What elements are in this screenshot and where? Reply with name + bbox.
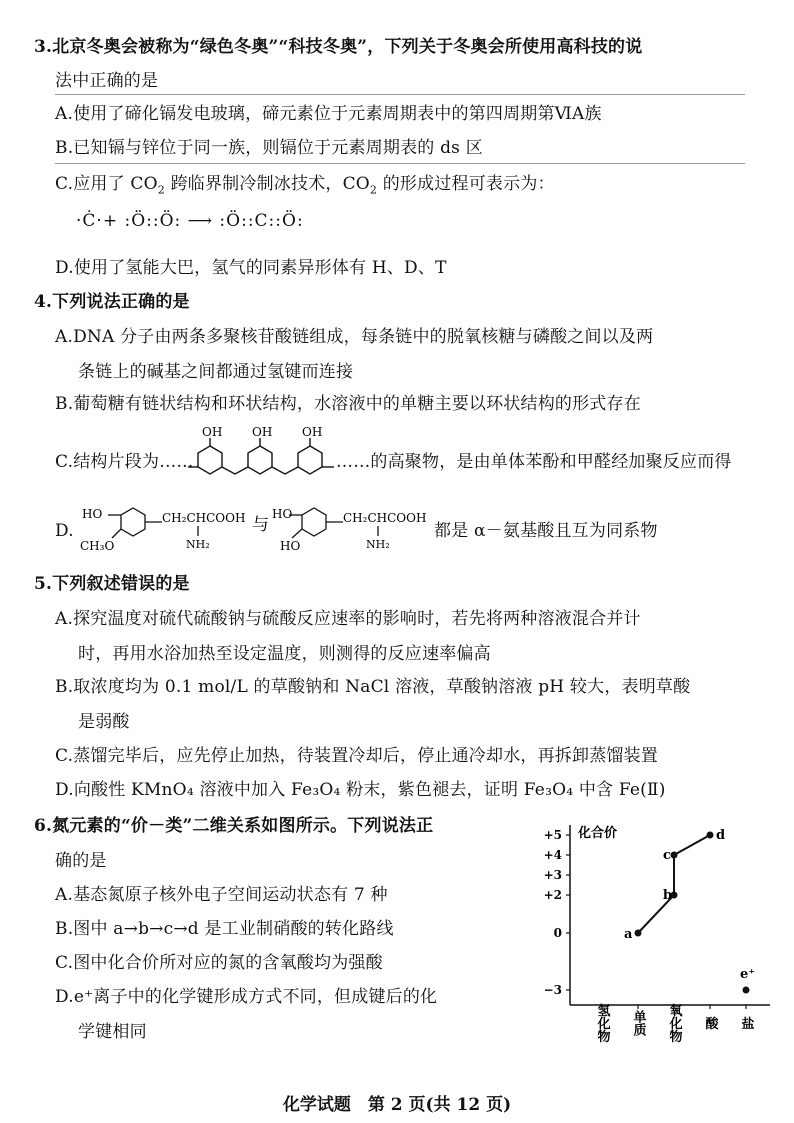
x-tick-label: 氧化物 bbox=[666, 1003, 682, 1043]
y-tick-label: +3 bbox=[543, 868, 562, 882]
data-point bbox=[743, 987, 750, 994]
oh-label: OH bbox=[302, 425, 323, 439]
q3-option-b: B.已知镉与锌位于同一族，则镉位于元素周期表的 ds 区 bbox=[55, 138, 483, 158]
scan-rule bbox=[55, 94, 745, 95]
x-tick-label: 酸 bbox=[702, 1016, 718, 1030]
q6-stem-line2: 确的是 bbox=[55, 851, 107, 871]
q6-option-b: B.图中 a→b→c→d 是工业制硝酸的转化路线 bbox=[55, 919, 394, 939]
q4-option-d-label: D. bbox=[55, 521, 74, 541]
ch3o-label: CH₃O bbox=[80, 539, 115, 553]
data-point-label: c bbox=[663, 848, 671, 863]
data-point-label: d bbox=[716, 828, 726, 843]
q3-option-a: A.使用了碲化镉发电玻璃，碲元素位于元素周期表中的第四周期第ⅥA族 bbox=[55, 104, 602, 124]
amino-acid-structures bbox=[78, 500, 428, 560]
nh2-label: NH₂ bbox=[186, 538, 210, 551]
side-chain-label: CH₂CHCOOH bbox=[343, 511, 427, 525]
q6-option-c: C.图中化合价所对应的氮的含氧酸均为强酸 bbox=[55, 953, 383, 973]
q4-option-c-pre: C.结构片段为…… bbox=[55, 452, 194, 472]
series-line bbox=[638, 835, 710, 933]
x-tick-label: 氢化物 bbox=[594, 1003, 610, 1043]
q3-electron-dot-equation: ·Ċ·+ :Ö::Ö: ⟶ :Ö::C::Ö: bbox=[76, 211, 304, 231]
data-point bbox=[671, 852, 678, 859]
q5-option-b-line1: B.取浓度均为 0.1 mol/L 的草酸钠和 NaCl 溶液，草酸钠溶液 pH 较大，表明草酸 bbox=[55, 677, 691, 697]
q4-option-d-and: 与 bbox=[252, 515, 269, 535]
q6-stem-line1: 6.氮元素的“价－类”二维关系如图所示。下列说法正 bbox=[34, 816, 434, 836]
q5-option-b-line2: 是弱酸 bbox=[78, 712, 130, 732]
q4-option-c-post: ……的高聚物，是由单体苯酚和甲醛经加聚反应而得 bbox=[336, 452, 732, 472]
ho-label: HO bbox=[280, 539, 301, 553]
nitrogen-valence-class-chart bbox=[520, 815, 780, 1065]
page-footer: 化学试题 第 2 页(共 12 页) bbox=[282, 1095, 512, 1115]
q6-option-d-line2: 学键相同 bbox=[78, 1022, 147, 1042]
q6-option-a: A.基态氮原子核外电子空间运动状态有 7 种 bbox=[55, 885, 388, 905]
x-tick-label: 单质 bbox=[630, 1010, 646, 1036]
oh-label: OH bbox=[252, 425, 273, 439]
y-tick-label: +5 bbox=[543, 828, 562, 842]
side-chain-label: CH₂CHCOOH bbox=[162, 511, 246, 525]
q4-option-b: B.葡萄糖有链状结构和环状结构，水溶液中的单糖主要以环状结构的形式存在 bbox=[55, 394, 641, 414]
y-axis-label: 化合价 bbox=[578, 826, 618, 841]
ho-label: HO bbox=[272, 507, 293, 521]
x-tick-label: 盐 bbox=[738, 1016, 754, 1030]
q6-option-d-line1: D.e⁺离子中的化学键形成方式不同，但成键后的化 bbox=[55, 987, 438, 1007]
q4-stem: 4.下列说法正确的是 bbox=[34, 292, 190, 312]
q4-option-d-post: 都是 α－氨基酸且互为同系物 bbox=[434, 521, 658, 541]
q5-option-d: D.向酸性 KMnO₄ 溶液中加入 Fe₃O₄ 粉末，紫色褪去，证明 Fe₃O₄ 中含 Fe(Ⅱ) bbox=[55, 780, 666, 800]
nh2-label: NH₂ bbox=[366, 538, 390, 551]
scan-rule bbox=[55, 163, 745, 164]
data-point-label: b bbox=[663, 888, 673, 903]
y-tick-label: −3 bbox=[543, 983, 562, 997]
phenol-resin-structure bbox=[188, 424, 338, 486]
q4-option-a-line1: A.DNA 分子由两条多聚核苷酸链组成，每条链中的脱氧核糖与磷酸之间以及两 bbox=[55, 327, 654, 347]
y-tick-label: +4 bbox=[543, 848, 562, 862]
q3-option-c: C.应用了 $CO_2$ 跨临界制冷制冰技术，$CO_2$ 的形成过程可表示为： bbox=[55, 174, 555, 197]
q5-stem: 5.下列叙述错误的是 bbox=[34, 574, 190, 594]
q3-stem-line1: 3.北京冬奥会被称为“绿色冬奥”“科技冬奥”，下列关于冬奥会所使用高科技的说 bbox=[34, 37, 643, 57]
q3-stem-line2: 法中正确的是 bbox=[55, 71, 159, 91]
q3-option-d: D.使用了氢能大巴，氢气的同素异形体有 H、D、T bbox=[55, 258, 447, 278]
q5-option-a-line1: A.探究温度对硫代硫酸钠与硫酸反应速率的影响时，若先将两种溶液混合并计 bbox=[55, 609, 641, 629]
y-tick-label: 0 bbox=[553, 926, 562, 940]
oh-label: OH bbox=[202, 425, 223, 439]
y-tick-label: +2 bbox=[543, 888, 562, 902]
data-point-label: e⁺ bbox=[740, 967, 756, 982]
data-point bbox=[707, 832, 714, 839]
ho-label: HO bbox=[82, 507, 103, 521]
q5-option-a-line2: 时，再用水浴加热至设定温度，则测得的反应速率偏高 bbox=[78, 644, 491, 664]
data-point-label: a bbox=[624, 927, 633, 942]
data-point bbox=[635, 930, 642, 937]
q4-option-a-line2: 条链上的碱基之间都通过氢键而连接 bbox=[78, 362, 354, 382]
q5-option-c: C.蒸馏完毕后，应先停止加热，待装置冷却后，停止通冷却水，再拆卸蒸馏装置 bbox=[55, 746, 659, 766]
